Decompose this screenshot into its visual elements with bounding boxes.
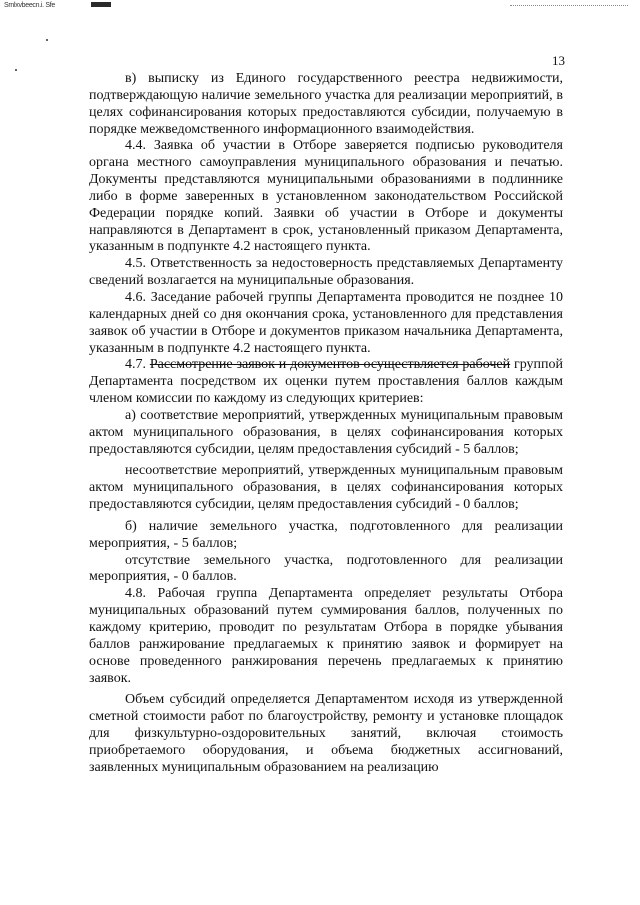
criterion-b-land-present: б) наличие земельного участка, подготовленного для реализации мероприятия, - 5 баллов;	[89, 518, 563, 551]
scan-speck	[46, 39, 48, 41]
paragraph-extract-registry: в) выписку из Единого государственного реестра недвижимости, подтверждающую наличие земельного участка для реализации мероприятий, в целях софинансирования которых предоставляются субсидии, получаемую в порядке межведомственного информационного взаимодействия.	[89, 71, 563, 137]
paragraph-4-4: 4.4. Заявка об участии в Отборе заверяется подписью руководителя органа местного самоуправления муниципального образования и печатью. Документы представляются муниципальными образованиями в подлиннике либо в форме заверенных в установленном законодательством Российской Федерации порядке копий. Заявки об участии в Отборе и документы направляются в Департамент в срок, установленный приказом Департамента, указанным в подпункте 4.2 настоящего пункта.	[89, 138, 563, 255]
paragraph-4-6: 4.6. Заседание рабочей группы Департамента проводится не позднее 10 календарных дней со дня окончания срока, установленного для представления заявок об участии в Отборе и документов приказом начальника Департамента, указанным в подпункте 4.2 настоящего пункта.	[89, 289, 563, 356]
paragraph-4-7	[89, 357, 563, 408]
struck-text: Рассмотрение заявок и документов осуществляется рабочей	[149, 357, 511, 373]
document-body	[89, 71, 563, 777]
paragraph-4-7-rest: группой Департамента посредством их оценки путем проставления баллов каждым членом комиссии по каждому из следующих критериев:	[89, 357, 564, 407]
criterion-a-mismatch: несоответствие мероприятий, утвержденных муниципальным правовым актом муниципального образования, в целях софинансирования которых предоставляются субсидии, целям предоставления субсидий - 0 баллов;	[89, 463, 563, 513]
scan-header-text: Srnlxvbeecn.i. Sfe	[4, 2, 56, 9]
paragraph-4-8: 4.8. Рабочая группа Департамента определяет результаты Отбора муниципальных образований путем суммирования баллов, полученных по каждому критерию, проводит по результатам Отбора в порядке убывания баллов ранжирование предлагаемых к принятию заявок и формирует на основе проведенного ранжирования перечень предлагаемых к принятию заявок.	[89, 586, 563, 686]
paragraph-4-5: 4.5. Ответственность за недостоверность представляемых Департаменту сведений возлагается на муниципальные образования.	[89, 256, 563, 289]
paragraph-4-7-number: 4.7.	[125, 357, 146, 373]
scan-dots	[510, 5, 628, 6]
page-number: 13	[552, 53, 565, 68]
scan-speck	[15, 69, 17, 71]
redaction-mark	[91, 2, 111, 7]
criterion-b-land-absent: отсутствие земельного участка, подготовленного для реализации мероприятия, - 0 баллов.	[89, 552, 563, 585]
paragraph-subsidy-volume: Объем субсидий определяется Департаментом исходя из утвержденной сметной стоимости работ по благоустройству, ремонту и установке площадок для физкультурно-оздоровительных занятий, включая стоимость приобретаемого оборудования, и объема бюджетных ассигнований, заявленных муниципальным образованием на реализацию	[89, 692, 563, 775]
criterion-a-match: а) соответствие мероприятий, утвержденных муниципальным правовым актом муниципального образования, в целях софинансирования которых предоставляются субсидии, целям предоставления субсидий - 5 баллов;	[89, 407, 563, 457]
